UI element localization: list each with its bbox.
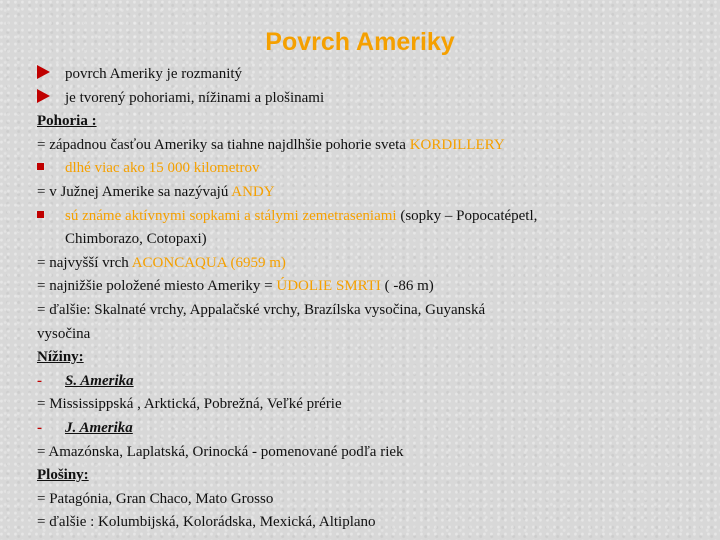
section-heading-plosiny: Plošiny: (37, 467, 89, 484)
list-item: - J. Amerika (37, 417, 709, 441)
text-line: = najnižšie položené miesto Ameriky = ÚDOLIE SMRTI ( -86 m) (37, 278, 434, 295)
list-item: je tvorený pohoriami, nížinami a plošinami (37, 87, 709, 111)
text-line: Chimborazo, Cotopaxi) (65, 231, 207, 248)
dash-bullet-icon: - (37, 372, 42, 389)
arrow-bullet-icon (37, 65, 50, 79)
text-line: = najvyšší vrch ACONCAQUA (6959 m) (37, 254, 286, 271)
text-line: vysočina (37, 325, 91, 342)
square-bullet-icon (37, 211, 44, 218)
text-line: = ďalšie : Kolumbijská, Kolorádska, Mexická, Altiplano (37, 514, 376, 531)
arrow-bullet-icon (37, 89, 50, 103)
text-line: = ďalšie: Skalnaté vrchy, Appalačské vrchy, Brazílska vysočina, Guyanská (37, 301, 486, 318)
slide-title: Povrch Ameriky (265, 28, 455, 56)
text-line: = Amazónska, Laplatská, Orinocká - pomenované podľa riek (37, 443, 404, 460)
section-heading-niziny: Nížiny: (37, 349, 84, 366)
list-item: - S. Amerika (37, 370, 709, 394)
square-bullet-icon (37, 163, 44, 170)
text-line: = Patagónia, Gran Chaco, Mato Grosso (37, 490, 274, 507)
list-item: sú známe aktívnymi sopkami a stálymi zemetraseniami (sopky – Popocatépetl, (37, 205, 709, 229)
text-line: = Mississippská , Arktická, Pobrežná, Veľké prérie (37, 396, 342, 413)
dash-bullet-icon: - (37, 419, 42, 436)
text-line: = západnou časťou Ameriky sa tiahne najdlhšie pohorie sveta KORDILLERY (37, 136, 505, 153)
text-line: = v Južnej Amerike sa nazývajú ANDY (37, 183, 275, 200)
section-heading-pohoria: Pohoria : (37, 113, 97, 130)
list-item: dlhé viac ako 15 000 kilometrov (37, 157, 709, 181)
list-item: povrch Ameriky je rozmanitý (37, 63, 709, 87)
slide-body (37, 63, 709, 535)
